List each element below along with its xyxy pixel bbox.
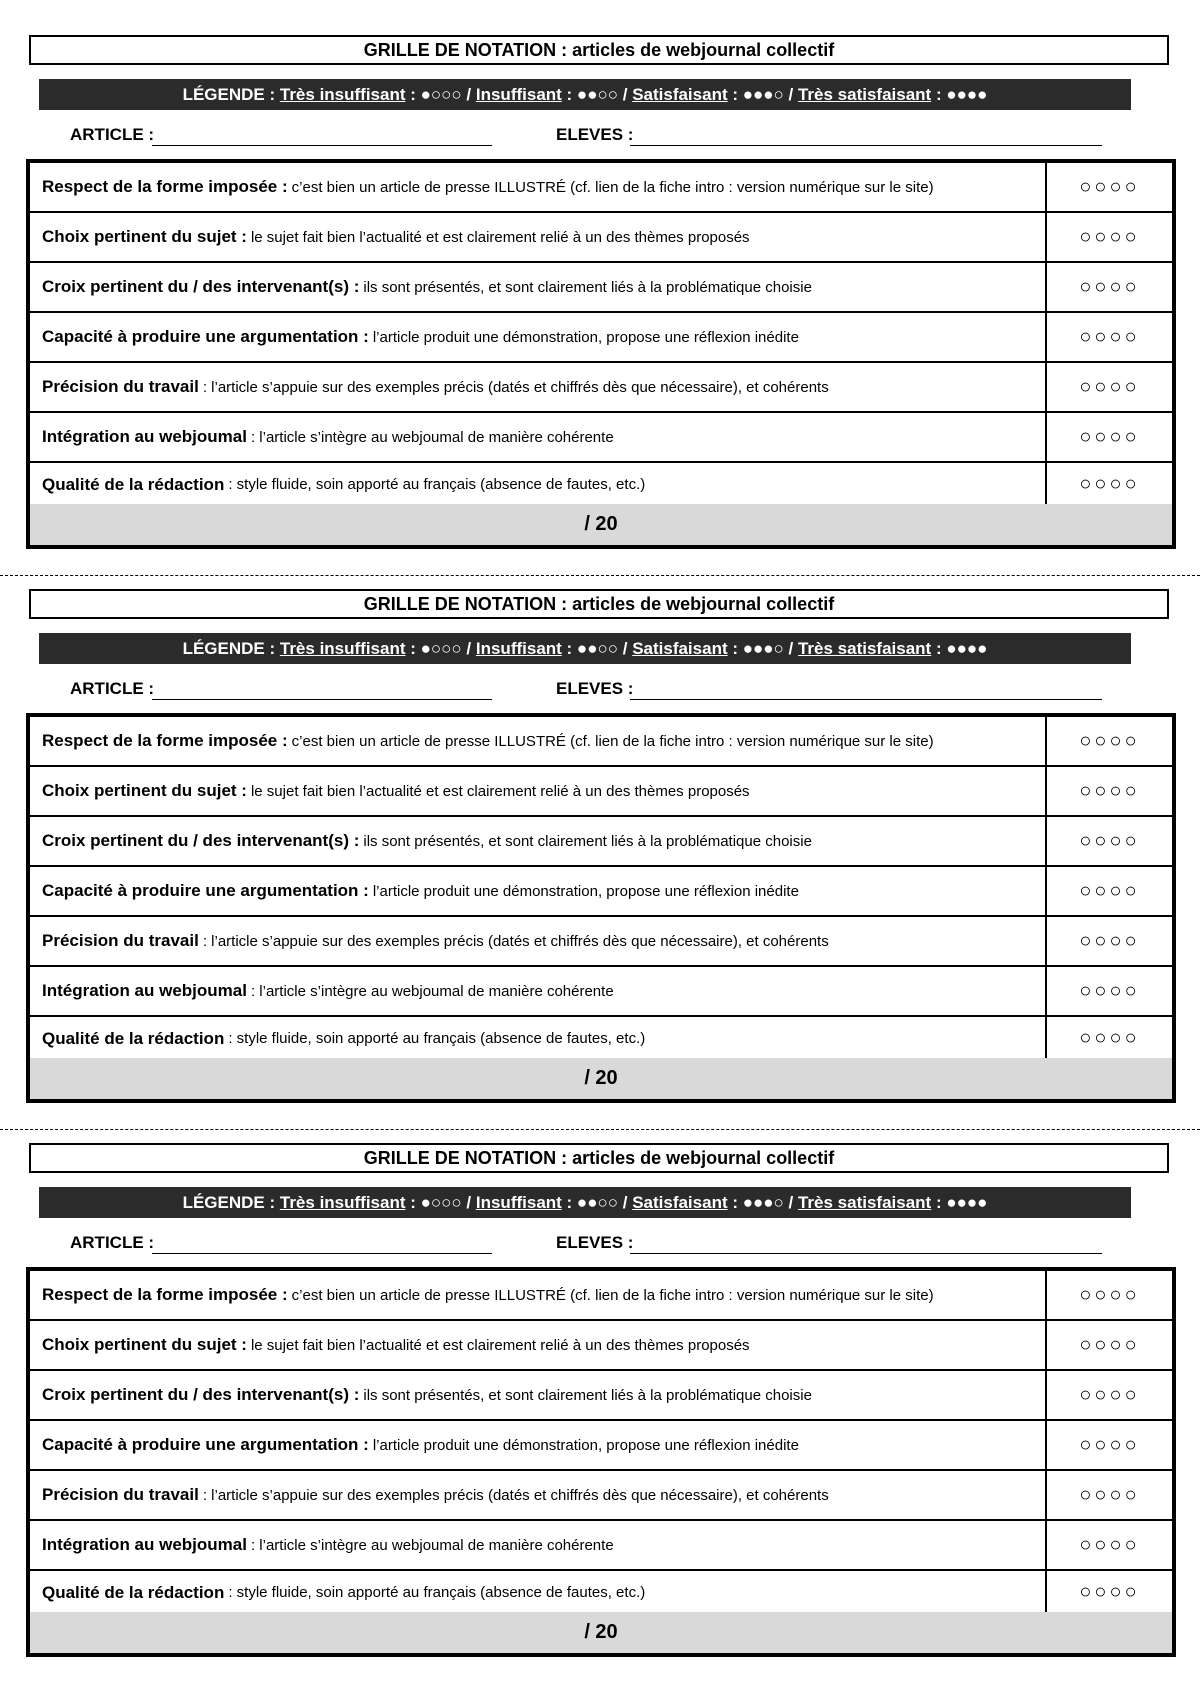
rating-circles[interactable]: ○○○○: [1045, 213, 1172, 261]
criterion-name: Précision du travail: [42, 931, 199, 950]
criterion-description: c’est bien un article de presse ILLUSTRÉ (cf. lien de la fiche intro : version numérique sur le site): [291, 178, 934, 196]
criterion-description: l’article produit une démonstration, propose une réflexion inédite: [372, 1436, 799, 1454]
criterion-description: : l’article s’appuie sur des exemples précis (datés et chiffrés dès que nécessaire), et cohérents: [202, 1486, 829, 1504]
criterion-description: c’est bien un article de presse ILLUSTRÉ (cf. lien de la fiche intro : version numérique sur le site): [291, 732, 934, 750]
rating-circles[interactable]: ○○○○: [1045, 767, 1172, 815]
rating-circles[interactable]: ○○○○: [1045, 717, 1172, 765]
rating-circles[interactable]: ○○○○: [1045, 1321, 1172, 1369]
legend-level-dots: : ●●●●: [931, 638, 988, 658]
criterion-row: [30, 867, 1172, 917]
rating-circles[interactable]: ○○○○: [1045, 917, 1172, 965]
criterion-name: Croix pertinent du / des intervenant(s) :: [42, 831, 360, 850]
rating-circles[interactable]: ○○○○: [1045, 1017, 1172, 1060]
eleves-input-line[interactable]: [630, 1253, 1102, 1254]
criterion-text: [42, 1271, 934, 1319]
criterion-row: [30, 717, 1172, 767]
criteria-table: [26, 1267, 1176, 1657]
legend-level-dots: : ●●●●: [931, 84, 988, 104]
criterion-name: Respect de la forme imposée :: [42, 1285, 288, 1304]
article-input-line[interactable]: [152, 145, 492, 146]
rating-circles[interactable]: ○○○○: [1045, 163, 1172, 211]
criterion-row: [30, 1571, 1172, 1616]
criterion-row: [30, 313, 1172, 363]
criterion-name: Croix pertinent du / des intervenant(s) :: [42, 1385, 360, 1404]
rating-circles[interactable]: ○○○○: [1045, 817, 1172, 865]
criterion-text: [42, 1471, 829, 1519]
criterion-row: [30, 767, 1172, 817]
total-score: / 20: [30, 1058, 1172, 1099]
criterion-description: : style fluide, soin apporté au français (absence de fautes, etc.): [228, 1584, 646, 1601]
criterion-row: [30, 967, 1172, 1017]
criterion-name: Qualité de la rédaction: [42, 1582, 225, 1602]
legend-level-dots: : ●●○○ /: [561, 84, 633, 104]
criterion-name: Choix pertinent du sujet :: [42, 227, 247, 246]
rating-circles[interactable]: ○○○○: [1045, 967, 1172, 1015]
criterion-text: [42, 1371, 812, 1419]
legend-level-dots: : ●●○○ /: [561, 1192, 633, 1212]
criterion-text: [42, 717, 934, 765]
grading-grid: [0, 589, 1200, 1109]
criterion-row: [30, 1471, 1172, 1521]
criterion-row: [30, 1521, 1172, 1571]
rating-circles[interactable]: ○○○○: [1045, 463, 1172, 506]
criterion-text: [42, 917, 829, 965]
eleves-input-line[interactable]: [630, 699, 1102, 700]
eleves-label: ELEVES :: [556, 125, 634, 144]
criterion-text: [42, 413, 614, 461]
legend-level-label: Insuffisant: [475, 1192, 562, 1212]
criterion-name: Intégration au webjoumal: [42, 981, 247, 1000]
legend-level-label: Très satisfaisant: [797, 638, 932, 658]
criterion-row: [30, 1017, 1172, 1062]
legend-level-dots: : ●●●○ /: [727, 638, 798, 658]
criterion-description: ils sont présentés, et sont clairement liés à la problématique choisie: [363, 832, 812, 850]
criterion-name: Capacité à produire une argumentation :: [42, 1435, 369, 1454]
legend-prefix: LÉGENDE :: [182, 638, 280, 658]
legend-level-dots: : ●○○○ /: [405, 638, 476, 658]
criterion-description: c’est bien un article de presse ILLUSTRÉ (cf. lien de la fiche intro : version numérique sur le site): [291, 1286, 934, 1304]
legend-prefix: LÉGENDE :: [182, 84, 280, 104]
legend-level-dots: : ●○○○ /: [405, 1192, 476, 1212]
criterion-description: : l’article s’appuie sur des exemples précis (datés et chiffrés dès que nécessaire), et cohérents: [202, 932, 829, 950]
criterion-text: [42, 967, 614, 1015]
legend-level-label: Satisfaisant: [632, 84, 728, 104]
criterion-row: [30, 1271, 1172, 1321]
criterion-description: ils sont présentés, et sont clairement liés à la problématique choisie: [363, 1386, 812, 1404]
rating-circles[interactable]: ○○○○: [1045, 867, 1172, 915]
criterion-row: [30, 213, 1172, 263]
criterion-description: : l’article s’intègre au webjoumal de manière cohérente: [250, 428, 614, 446]
grid-title: GRILLE DE NOTATION : articles de webjournal collectif: [29, 589, 1169, 619]
criterion-name: Croix pertinent du / des intervenant(s) :: [42, 277, 360, 296]
criterion-row: [30, 363, 1172, 413]
rating-circles[interactable]: ○○○○: [1045, 363, 1172, 411]
legend-bar: [39, 79, 1131, 110]
rating-circles[interactable]: ○○○○: [1045, 1521, 1172, 1569]
legend-level-label: Insuffisant: [475, 84, 562, 104]
article-label: ARTICLE :: [70, 1233, 155, 1252]
legend-prefix: LÉGENDE :: [182, 1192, 280, 1212]
criterion-description: le sujet fait bien l’actualité et est clairement relié à un des thèmes proposés: [250, 782, 750, 800]
criterion-description: : l’article s’appuie sur des exemples précis (datés et chiffrés dès que nécessaire), et cohérents: [202, 378, 829, 396]
criterion-text: [42, 1421, 799, 1469]
grading-grid: [0, 1143, 1200, 1663]
criterion-text: [42, 463, 645, 506]
criterion-row: [30, 1371, 1172, 1421]
total-score: / 20: [30, 1612, 1172, 1653]
rating-circles[interactable]: ○○○○: [1045, 1571, 1172, 1614]
criterion-text: [42, 313, 799, 361]
legend-level-label: Satisfaisant: [632, 638, 728, 658]
rating-circles[interactable]: ○○○○: [1045, 263, 1172, 311]
legend-bar: [39, 1187, 1131, 1218]
criterion-name: Intégration au webjoumal: [42, 1535, 247, 1554]
criterion-text: [42, 817, 812, 865]
legend-level-label: Très satisfaisant: [797, 84, 932, 104]
article-label: ARTICLE :: [70, 679, 155, 698]
legend-level-dots: : ●●●○ /: [727, 84, 798, 104]
identification-fields: [0, 675, 1200, 703]
eleves-label: ELEVES :: [556, 679, 634, 698]
criteria-table: [26, 713, 1176, 1103]
criterion-text: [42, 363, 829, 411]
eleves-label: ELEVES :: [556, 1233, 634, 1252]
criterion-row: [30, 917, 1172, 967]
criterion-name: Capacité à produire une argumentation :: [42, 327, 369, 346]
legend-bar: [39, 633, 1131, 664]
legend-level-dots: : ●●○○ /: [561, 638, 633, 658]
criterion-row: [30, 163, 1172, 213]
criterion-text: [42, 1017, 645, 1060]
legend-level-label: Satisfaisant: [632, 1192, 728, 1212]
grading-grid: [0, 35, 1200, 555]
criterion-name: Respect de la forme imposée :: [42, 177, 288, 196]
criterion-text: [42, 1521, 614, 1569]
criterion-row: [30, 463, 1172, 508]
criterion-name: Qualité de la rédaction: [42, 474, 225, 494]
total-score: / 20: [30, 504, 1172, 545]
criterion-description: : l’article s’intègre au webjoumal de manière cohérente: [250, 982, 614, 1000]
criterion-description: : l’article s’intègre au webjoumal de manière cohérente: [250, 1536, 614, 1554]
criterion-row: [30, 817, 1172, 867]
identification-fields: [0, 121, 1200, 149]
criterion-text: [42, 867, 799, 915]
criterion-name: Capacité à produire une argumentation :: [42, 881, 369, 900]
criterion-description: ils sont présentés, et sont clairement liés à la problématique choisie: [363, 278, 812, 296]
cut-line: [0, 1129, 1200, 1130]
criterion-text: [42, 263, 812, 311]
criterion-row: [30, 1321, 1172, 1371]
eleves-input-line[interactable]: [630, 145, 1102, 146]
rating-circles[interactable]: ○○○○: [1045, 1471, 1172, 1519]
criterion-text: [42, 1321, 750, 1369]
criterion-description: : style fluide, soin apporté au français (absence de fautes, etc.): [228, 1030, 646, 1047]
grid-title: GRILLE DE NOTATION : articles de webjournal collectif: [29, 35, 1169, 65]
rating-circles[interactable]: ○○○○: [1045, 313, 1172, 361]
legend-level-label: Très insuffisant: [279, 1192, 406, 1212]
legend-level-label: Très insuffisant: [279, 84, 406, 104]
criterion-row: [30, 1421, 1172, 1471]
criterion-text: [42, 1571, 645, 1614]
legend-level-label: Insuffisant: [475, 638, 562, 658]
article-input-line[interactable]: [152, 1253, 492, 1254]
criterion-description: le sujet fait bien l’actualité et est clairement relié à un des thèmes proposés: [250, 228, 750, 246]
criterion-name: Choix pertinent du sujet :: [42, 1335, 247, 1354]
criterion-name: Intégration au webjoumal: [42, 427, 247, 446]
criterion-description: le sujet fait bien l’actualité et est clairement relié à un des thèmes proposés: [250, 1336, 750, 1354]
article-label: ARTICLE :: [70, 125, 155, 144]
criterion-description: l’article produit une démonstration, propose une réflexion inédite: [372, 882, 799, 900]
identification-fields: [0, 1229, 1200, 1257]
criterion-name: Respect de la forme imposée :: [42, 731, 288, 750]
criterion-description: : style fluide, soin apporté au français (absence de fautes, etc.): [228, 476, 646, 493]
legend-level-dots: : ●○○○ /: [405, 84, 476, 104]
rating-circles[interactable]: ○○○○: [1045, 1371, 1172, 1419]
criterion-description: l’article produit une démonstration, propose une réflexion inédite: [372, 328, 799, 346]
rating-circles[interactable]: ○○○○: [1045, 413, 1172, 461]
criterion-name: Précision du travail: [42, 1485, 199, 1504]
legend-level-dots: : ●●●●: [931, 1192, 988, 1212]
cut-line: [0, 575, 1200, 576]
legend-level-label: Très insuffisant: [279, 638, 406, 658]
criterion-text: [42, 213, 750, 261]
legend-level-label: Très satisfaisant: [797, 1192, 932, 1212]
rating-circles[interactable]: ○○○○: [1045, 1271, 1172, 1319]
article-input-line[interactable]: [152, 699, 492, 700]
criterion-name: Qualité de la rédaction: [42, 1028, 225, 1048]
criterion-name: Choix pertinent du sujet :: [42, 781, 247, 800]
rating-circles[interactable]: ○○○○: [1045, 1421, 1172, 1469]
criterion-text: [42, 767, 750, 815]
criterion-row: [30, 413, 1172, 463]
grid-title: GRILLE DE NOTATION : articles de webjournal collectif: [29, 1143, 1169, 1173]
criterion-row: [30, 263, 1172, 313]
criteria-table: [26, 159, 1176, 549]
criterion-name: Précision du travail: [42, 377, 199, 396]
criterion-text: [42, 163, 934, 211]
legend-level-dots: : ●●●○ /: [727, 1192, 798, 1212]
